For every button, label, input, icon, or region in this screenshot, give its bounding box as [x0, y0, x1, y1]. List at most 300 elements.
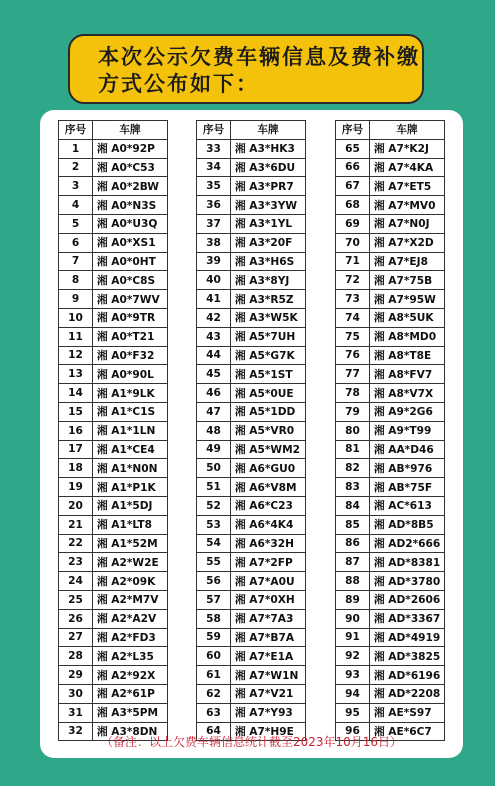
table-row	[197, 628, 306, 647]
table-row	[336, 666, 445, 685]
table-row	[59, 252, 168, 271]
row-index: 24	[59, 572, 93, 591]
plate-number: 湘 A8*T8E	[370, 346, 445, 365]
table-row	[336, 421, 445, 440]
table-row	[59, 609, 168, 628]
plate-number: 湘 A6*V8M	[231, 478, 306, 497]
plate-number: 湘 A8*FV7	[370, 365, 445, 384]
row-index: 9	[59, 290, 93, 309]
plate-number: 湘 A0*9TR	[93, 308, 168, 327]
table-row	[336, 496, 445, 515]
table-row	[197, 590, 306, 609]
table-row	[59, 590, 168, 609]
row-index: 86	[336, 534, 370, 553]
plate-number: 湘 A7*EJ8	[370, 252, 445, 271]
table-row	[59, 177, 168, 196]
row-index: 69	[336, 214, 370, 233]
table-header-row	[59, 121, 168, 140]
table-row	[336, 327, 445, 346]
plate-number: 湘 A7*95W	[370, 290, 445, 309]
row-index: 63	[197, 703, 231, 722]
row-index: 20	[59, 496, 93, 515]
table-row	[336, 609, 445, 628]
plate-number: 湘 A1*N0N	[93, 459, 168, 478]
row-index: 19	[59, 478, 93, 497]
table-row	[59, 327, 168, 346]
plate-number: 湘 A7*H9E	[231, 722, 306, 741]
plate-number: 湘 A7*0XH	[231, 590, 306, 609]
notice-title-line2: 方式公布如下：	[98, 72, 259, 96]
row-index: 93	[336, 666, 370, 685]
table-row	[336, 459, 445, 478]
plate-number: 湘 A7*X2D	[370, 233, 445, 252]
row-index: 73	[336, 290, 370, 309]
header-plate: 车牌	[231, 121, 306, 140]
plate-number: 湘 A7*W1N	[231, 666, 306, 685]
row-index: 39	[197, 252, 231, 271]
plate-number: 湘 A3*PR7	[231, 177, 306, 196]
row-index: 48	[197, 421, 231, 440]
table-row	[59, 478, 168, 497]
plate-number: 湘 A3*3YW	[231, 196, 306, 215]
plate-number: 湘 A3*HK3	[231, 139, 306, 158]
plate-number: 湘 A0*F32	[93, 346, 168, 365]
table-row	[59, 365, 168, 384]
row-index: 32	[59, 722, 93, 741]
plate-number: 湘 A7*MV0	[370, 196, 445, 215]
row-index: 43	[197, 327, 231, 346]
plate-number: 湘 AB*75F	[370, 478, 445, 497]
row-index: 7	[59, 252, 93, 271]
plate-number: 湘 AD*4919	[370, 628, 445, 647]
table-row	[59, 534, 168, 553]
table-row	[336, 158, 445, 177]
row-index: 90	[336, 609, 370, 628]
plate-number: 湘 A1*52M	[93, 534, 168, 553]
row-index: 36	[197, 196, 231, 215]
row-index: 79	[336, 402, 370, 421]
table-row	[59, 402, 168, 421]
table-row	[336, 440, 445, 459]
row-index: 71	[336, 252, 370, 271]
row-index: 89	[336, 590, 370, 609]
table-row	[59, 214, 168, 233]
plate-number: 湘 A6*GU0	[231, 459, 306, 478]
table-row	[336, 402, 445, 421]
table-row	[336, 214, 445, 233]
table-row	[59, 196, 168, 215]
table-row	[336, 590, 445, 609]
row-index: 61	[197, 666, 231, 685]
plate-number: 湘 A2*W2E	[93, 553, 168, 572]
table-row	[197, 666, 306, 685]
table-header-row	[197, 121, 306, 140]
plate-number: 湘 A9*2G6	[370, 402, 445, 421]
table-row	[336, 252, 445, 271]
row-index: 11	[59, 327, 93, 346]
row-index: 30	[59, 684, 93, 703]
table-row	[197, 252, 306, 271]
row-index: 27	[59, 628, 93, 647]
row-index: 56	[197, 572, 231, 591]
plate-number: 湘 A0*7WV	[93, 290, 168, 309]
plate-number: 湘 A7*N0J	[370, 214, 445, 233]
plate-number: 湘 A8*V7X	[370, 384, 445, 403]
plate-number: 湘 A0*U3Q	[93, 214, 168, 233]
plate-number: 湘 A2*FD3	[93, 628, 168, 647]
plate-number: 湘 A6*32H	[231, 534, 306, 553]
plate-number: 湘 A0*C53	[93, 158, 168, 177]
table-row	[197, 214, 306, 233]
notice-banner	[68, 34, 424, 104]
row-index: 37	[197, 214, 231, 233]
row-index: 51	[197, 478, 231, 497]
plate-number: 湘 A0*2BW	[93, 177, 168, 196]
table-row	[336, 290, 445, 309]
row-index: 44	[197, 346, 231, 365]
plate-number: 湘 A3*1YL	[231, 214, 306, 233]
plate-number: 湘 A3*8YJ	[231, 271, 306, 290]
row-index: 47	[197, 402, 231, 421]
plate-number: 湘 AD*3367	[370, 609, 445, 628]
row-index: 60	[197, 647, 231, 666]
row-index: 14	[59, 384, 93, 403]
row-index: 23	[59, 553, 93, 572]
row-index: 82	[336, 459, 370, 478]
table-row	[59, 308, 168, 327]
table-row	[336, 346, 445, 365]
table-row	[197, 421, 306, 440]
plate-table-1	[58, 120, 168, 741]
table-row	[197, 177, 306, 196]
plate-number: 湘 A5*WM2	[231, 440, 306, 459]
row-index: 34	[197, 158, 231, 177]
table-row	[336, 365, 445, 384]
plate-number: 湘 A2*A2V	[93, 609, 168, 628]
table-row	[336, 139, 445, 158]
table-row	[197, 478, 306, 497]
plate-number: 湘 AD*6196	[370, 666, 445, 685]
row-index: 84	[336, 496, 370, 515]
table-row	[59, 290, 168, 309]
row-index: 70	[336, 233, 370, 252]
plate-number: 湘 A7*2FP	[231, 553, 306, 572]
plate-number: 湘 A1*9LK	[93, 384, 168, 403]
plate-number: 湘 A1*5DJ	[93, 496, 168, 515]
table-row	[197, 703, 306, 722]
table-row	[59, 666, 168, 685]
plate-number: 湘 A0*T21	[93, 327, 168, 346]
plate-number: 湘 AB*976	[370, 459, 445, 478]
table-row	[197, 365, 306, 384]
table-row	[197, 684, 306, 703]
plate-number: 湘 A0*92P	[93, 139, 168, 158]
plate-number: 湘 A0*C8S	[93, 271, 168, 290]
header-plate: 车牌	[93, 121, 168, 140]
row-index: 74	[336, 308, 370, 327]
plate-number: 湘 AA*D46	[370, 440, 445, 459]
table-row	[59, 628, 168, 647]
table-row	[59, 139, 168, 158]
row-index: 12	[59, 346, 93, 365]
plate-number: 湘 AD*8B5	[370, 515, 445, 534]
plate-number: 湘 A7*4KA	[370, 158, 445, 177]
row-index: 31	[59, 703, 93, 722]
table-row	[197, 308, 306, 327]
row-index: 33	[197, 139, 231, 158]
table-row	[197, 196, 306, 215]
row-index: 16	[59, 421, 93, 440]
table-row	[197, 572, 306, 591]
plate-table-2	[196, 120, 306, 741]
table-row	[197, 553, 306, 572]
plate-number: 湘 A3*W5K	[231, 308, 306, 327]
plate-number: 湘 A7*B7A	[231, 628, 306, 647]
row-index: 59	[197, 628, 231, 647]
plate-number: 湘 AD*8381	[370, 553, 445, 572]
row-index: 21	[59, 515, 93, 534]
row-index: 87	[336, 553, 370, 572]
table-row	[197, 271, 306, 290]
plate-number: 湘 A0*0HT	[93, 252, 168, 271]
table-row	[59, 346, 168, 365]
table-row	[59, 496, 168, 515]
header-index: 序号	[59, 121, 93, 140]
row-index: 58	[197, 609, 231, 628]
plate-number: 湘 AD*3780	[370, 572, 445, 591]
plate-number: 湘 A2*92X	[93, 666, 168, 685]
table-row	[336, 177, 445, 196]
plate-number: 湘 A7*ET5	[370, 177, 445, 196]
table-row	[197, 158, 306, 177]
table-row	[59, 703, 168, 722]
row-index: 46	[197, 384, 231, 403]
row-index: 85	[336, 515, 370, 534]
plate-number: 湘 A3*8DN	[93, 722, 168, 741]
plate-number: 湘 A2*L35	[93, 647, 168, 666]
plate-number: 湘 AC*613	[370, 496, 445, 515]
table-row	[197, 290, 306, 309]
plate-number: 湘 A2*61P	[93, 684, 168, 703]
plate-number: 湘 A2*09K	[93, 572, 168, 591]
row-index: 1	[59, 139, 93, 158]
plate-number: 湘 A0*XS1	[93, 233, 168, 252]
row-index: 38	[197, 233, 231, 252]
row-index: 13	[59, 365, 93, 384]
row-index: 10	[59, 308, 93, 327]
row-index: 45	[197, 365, 231, 384]
table-row	[197, 384, 306, 403]
table-row	[59, 459, 168, 478]
plate-number: 湘 A3*20F	[231, 233, 306, 252]
footnote: （备注：以上欠费车辆信息统计截至2023年10月16日）	[100, 735, 403, 749]
plate-number: 湘 A7*Y93	[231, 703, 306, 722]
row-index: 81	[336, 440, 370, 459]
row-index: 35	[197, 177, 231, 196]
table-row	[336, 308, 445, 327]
row-index: 64	[197, 722, 231, 741]
row-index: 55	[197, 553, 231, 572]
table-row	[59, 515, 168, 534]
row-index: 15	[59, 402, 93, 421]
row-index: 83	[336, 478, 370, 497]
plate-number: 湘 A3*R5Z	[231, 290, 306, 309]
plate-number: 湘 A5*7UH	[231, 327, 306, 346]
plate-number: 湘 A1*C1S	[93, 402, 168, 421]
table-row	[59, 684, 168, 703]
row-index: 25	[59, 590, 93, 609]
plate-number: 湘 A5*1DD	[231, 402, 306, 421]
table-row	[59, 384, 168, 403]
table-row	[197, 233, 306, 252]
row-index: 40	[197, 271, 231, 290]
row-index: 76	[336, 346, 370, 365]
plate-number: 湘 A7*V21	[231, 684, 306, 703]
plate-number: 湘 A9*T99	[370, 421, 445, 440]
row-index: 6	[59, 233, 93, 252]
table-row	[336, 684, 445, 703]
header-index: 序号	[197, 121, 231, 140]
plate-number: 湘 A5*0UE	[231, 384, 306, 403]
plate-number: 湘 A8*5UK	[370, 308, 445, 327]
table-row	[197, 459, 306, 478]
table-row	[336, 233, 445, 252]
row-index: 4	[59, 196, 93, 215]
table-row	[197, 327, 306, 346]
plate-number: 湘 A7*K2J	[370, 139, 445, 158]
table-row	[336, 478, 445, 497]
table-row	[336, 534, 445, 553]
plate-number: 湘 A7*7A3	[231, 609, 306, 628]
table-header-row	[336, 121, 445, 140]
row-index: 80	[336, 421, 370, 440]
table-row	[336, 196, 445, 215]
row-index: 5	[59, 214, 93, 233]
plate-number: 湘 AD*2208	[370, 684, 445, 703]
plate-number: 湘 AE*S97	[370, 703, 445, 722]
row-index: 28	[59, 647, 93, 666]
plate-number: 湘 A1*P1K	[93, 478, 168, 497]
plate-table-3	[335, 120, 445, 741]
row-index: 26	[59, 609, 93, 628]
table-row	[336, 553, 445, 572]
table-row	[197, 440, 306, 459]
row-index: 95	[336, 703, 370, 722]
row-index: 17	[59, 440, 93, 459]
table-row	[197, 402, 306, 421]
notice-title-line1: 本次公示欠费车辆信息及费补缴	[98, 45, 420, 69]
row-index: 22	[59, 534, 93, 553]
plate-number: 湘 A2*M7V	[93, 590, 168, 609]
row-index: 62	[197, 684, 231, 703]
row-index: 78	[336, 384, 370, 403]
row-index: 41	[197, 290, 231, 309]
plate-number: 湘 A5*G7K	[231, 346, 306, 365]
row-index: 2	[59, 158, 93, 177]
table-row	[59, 158, 168, 177]
plate-number: 湘 A6*4K4	[231, 515, 306, 534]
table-row	[336, 572, 445, 591]
row-index: 50	[197, 459, 231, 478]
plate-number: 湘 A5*VR0	[231, 421, 306, 440]
row-index: 66	[336, 158, 370, 177]
row-index: 75	[336, 327, 370, 346]
plate-number: 湘 AD*2606	[370, 590, 445, 609]
row-index: 52	[197, 496, 231, 515]
row-index: 91	[336, 628, 370, 647]
table-row	[336, 384, 445, 403]
row-index: 8	[59, 271, 93, 290]
table-row	[59, 421, 168, 440]
table-row	[336, 515, 445, 534]
table-row	[197, 647, 306, 666]
plate-number: 湘 A7*A0U	[231, 572, 306, 591]
plate-tables	[58, 120, 450, 738]
table-row	[197, 515, 306, 534]
row-index: 72	[336, 271, 370, 290]
table-row	[59, 572, 168, 591]
row-index: 57	[197, 590, 231, 609]
row-index: 29	[59, 666, 93, 685]
table-row	[59, 233, 168, 252]
plate-number: 湘 A1*LT8	[93, 515, 168, 534]
row-index: 77	[336, 365, 370, 384]
header-index: 序号	[336, 121, 370, 140]
row-index: 42	[197, 308, 231, 327]
header-plate: 车牌	[370, 121, 445, 140]
plate-number: 湘 AD2*666	[370, 534, 445, 553]
row-index: 49	[197, 440, 231, 459]
table-row	[336, 628, 445, 647]
table-row	[336, 271, 445, 290]
table-row	[197, 534, 306, 553]
plate-number: 湘 A5*1ST	[231, 365, 306, 384]
row-index: 88	[336, 572, 370, 591]
plate-number: 湘 A8*MD0	[370, 327, 445, 346]
plate-number: 湘 A3*5PM	[93, 703, 168, 722]
plate-number: 湘 A7*75B	[370, 271, 445, 290]
plate-number: 湘 A6*C23	[231, 496, 306, 515]
row-index: 3	[59, 177, 93, 196]
plate-number: 湘 A1*1LN	[93, 421, 168, 440]
row-index: 96	[336, 722, 370, 741]
table-row	[59, 271, 168, 290]
plate-number: 湘 AE*6C7	[370, 722, 445, 741]
plate-number: 湘 A3*H6S	[231, 252, 306, 271]
table-row	[197, 139, 306, 158]
plate-number: 湘 A7*E1A	[231, 647, 306, 666]
table-row	[59, 647, 168, 666]
table-row	[336, 703, 445, 722]
row-index: 65	[336, 139, 370, 158]
table-row	[59, 440, 168, 459]
row-index: 94	[336, 684, 370, 703]
row-index: 92	[336, 647, 370, 666]
plate-number: 湘 A1*CE4	[93, 440, 168, 459]
table-row	[197, 496, 306, 515]
row-index: 68	[336, 196, 370, 215]
plate-number: 湘 AD*3825	[370, 647, 445, 666]
plate-number: 湘 A0*90L	[93, 365, 168, 384]
table-row	[59, 553, 168, 572]
table-row	[336, 647, 445, 666]
plate-number: 湘 A3*6DU	[231, 158, 306, 177]
row-index: 53	[197, 515, 231, 534]
row-index: 54	[197, 534, 231, 553]
row-index: 67	[336, 177, 370, 196]
row-index: 18	[59, 459, 93, 478]
table-row	[197, 346, 306, 365]
